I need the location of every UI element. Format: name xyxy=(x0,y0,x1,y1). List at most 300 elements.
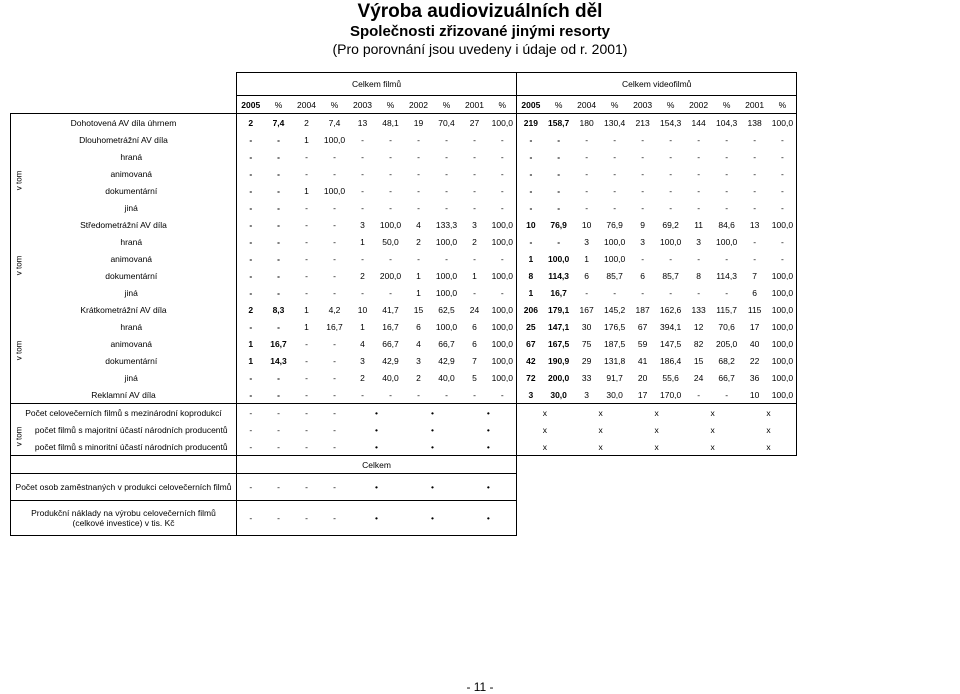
table-cell: - xyxy=(517,165,545,182)
table-cell: 3 xyxy=(360,355,365,366)
table-cell: 42 xyxy=(517,352,545,369)
table-cell: • xyxy=(349,474,405,501)
table-cell: 29 xyxy=(581,355,592,366)
table-cell: - xyxy=(417,134,420,145)
table-cell: 186,4 xyxy=(659,355,682,366)
table-cell: 205,0 xyxy=(715,338,738,349)
table-cell: 16,7 xyxy=(550,287,567,298)
table-cell: - xyxy=(753,253,757,264)
table-cell: 213 xyxy=(629,114,657,132)
table-cell: - xyxy=(557,236,561,247)
table-cell: - xyxy=(237,250,265,267)
table-cell: 147,1 xyxy=(547,321,570,332)
table-cell: 100,0 xyxy=(435,287,458,298)
row-label: počet filmů s minoritní účastí národních producentů xyxy=(34,441,228,452)
table-cell: 20 xyxy=(637,372,648,383)
table-cell: • xyxy=(349,404,405,422)
table-cell: - xyxy=(669,168,673,179)
table-cell: - xyxy=(697,287,701,298)
table-cell: 2 xyxy=(360,372,365,383)
table-cell: - xyxy=(333,338,336,349)
table-cell: - xyxy=(237,165,265,182)
table-cell: - xyxy=(293,474,321,501)
pct-header: % xyxy=(601,96,629,114)
table-cell: - xyxy=(305,219,308,230)
table-cell: - xyxy=(321,404,349,422)
table-cell: - xyxy=(237,182,265,199)
table-cell: - xyxy=(333,253,336,264)
table-cell: - xyxy=(277,236,280,247)
table-cell: 40,0 xyxy=(382,372,399,383)
table-cell: 100,0 xyxy=(491,236,513,247)
table-cell: - xyxy=(557,151,561,162)
table-cell: - xyxy=(641,185,645,196)
header-blank xyxy=(11,96,27,114)
table-cell: 2 xyxy=(472,236,477,247)
row-label-line: (celkové investice) v tis. Kč xyxy=(72,518,175,528)
table-cell: - xyxy=(669,185,673,196)
row-label: Počet celovečerních filmů s mezinárodní koprodukcí xyxy=(11,404,237,422)
table-cell: - xyxy=(585,168,589,179)
table-cell: 114,3 xyxy=(548,270,570,281)
table-cell: 7 xyxy=(472,355,477,366)
table-cell: - xyxy=(517,182,545,199)
table-cell: 179,1 xyxy=(547,304,570,315)
table-cell: 100,0 xyxy=(491,304,513,315)
table-cell: 2 xyxy=(237,114,265,132)
row-label: Dohotovená AV díla úhrnem xyxy=(11,114,237,132)
table-cell: - xyxy=(500,202,504,213)
v-tom-text: v tom xyxy=(14,340,24,360)
table-cell: 100,0 xyxy=(323,185,346,196)
table-cell: - xyxy=(333,372,336,383)
row-label: dokumentární xyxy=(105,270,158,281)
table-cell: 85,7 xyxy=(662,270,679,281)
table-cell: 17 xyxy=(637,389,648,400)
table-cell: - xyxy=(389,202,392,213)
table-cell: 19 xyxy=(405,114,433,132)
table-cell: - xyxy=(697,389,701,400)
table-row xyxy=(11,199,797,216)
table-cell: - xyxy=(305,355,308,366)
table-cell: - xyxy=(769,148,797,165)
table-cell: x xyxy=(517,404,573,422)
pct-header: % xyxy=(377,96,405,114)
table-cell: - xyxy=(277,219,280,230)
table-cell: 66,7 xyxy=(438,338,455,349)
table-cell: 100,0 xyxy=(491,338,513,349)
table-cell: - xyxy=(557,168,561,179)
row-label: dokumentární xyxy=(105,185,158,196)
table-cell: - xyxy=(445,134,448,145)
table-cell: 167 xyxy=(579,304,594,315)
table-cell: 42,9 xyxy=(382,355,399,366)
header-blank xyxy=(517,456,797,474)
table-cell: - xyxy=(473,287,476,298)
table-cell: 167,5 xyxy=(547,338,570,349)
table-cell: - xyxy=(725,389,729,400)
row-label: jiná xyxy=(124,287,138,298)
table-cell: - xyxy=(305,389,308,400)
table-cell: - xyxy=(237,233,265,250)
table-cell: - xyxy=(445,151,448,162)
table-cell: - xyxy=(641,168,645,179)
table-cell: • xyxy=(431,441,434,452)
table-cell: - xyxy=(445,202,448,213)
table-cell: 100,0 xyxy=(769,335,797,352)
table-cell: - xyxy=(277,424,280,435)
header-total: Celkem xyxy=(237,456,517,474)
table-cell: x xyxy=(685,404,741,422)
table-cell: 100,0 xyxy=(603,236,626,247)
table-cell: - xyxy=(557,185,561,196)
row-label xyxy=(11,501,237,536)
table-cell: - xyxy=(769,199,797,216)
table-cell: 1 xyxy=(584,253,589,264)
table-cell: - xyxy=(389,185,392,196)
table-row xyxy=(11,114,797,132)
table-cell: - xyxy=(361,151,364,162)
table-cell: 115,7 xyxy=(716,304,737,315)
table-cell: 1 xyxy=(472,270,477,281)
year-header: 2004 xyxy=(573,96,601,114)
data-table xyxy=(10,72,797,536)
table-cell: - xyxy=(585,151,589,162)
table-cell: 3 xyxy=(517,386,545,404)
table-cell: - xyxy=(305,287,308,298)
table-cell: - xyxy=(361,202,364,213)
table-row xyxy=(11,131,797,148)
table-cell: 1 xyxy=(416,270,421,281)
table-cell: - xyxy=(725,287,729,298)
table-cell: - xyxy=(500,389,504,400)
table-cell: - xyxy=(613,151,617,162)
table-cell: - xyxy=(585,202,589,213)
table-cell: 13 xyxy=(749,219,760,230)
table-cell: - xyxy=(725,202,729,213)
table-row xyxy=(11,284,797,301)
table-cell: 104,3 xyxy=(713,114,741,132)
table-cell: 3 xyxy=(640,236,645,247)
table-cell: 176,5 xyxy=(603,321,626,332)
pct-header: % xyxy=(769,96,797,114)
year-header: 2001 xyxy=(741,96,769,114)
table-cell: 10 xyxy=(581,219,592,230)
table-cell: - xyxy=(517,199,545,216)
table-cell: - xyxy=(237,421,265,438)
table-cell: - xyxy=(697,134,701,145)
table-cell: x xyxy=(598,441,603,452)
table-row xyxy=(11,148,797,165)
table-cell: • xyxy=(405,501,461,536)
table-cell: x xyxy=(741,421,797,438)
table-cell: x xyxy=(741,438,797,456)
table-cell: - xyxy=(557,202,561,213)
table-row xyxy=(11,474,797,501)
table-cell: - xyxy=(417,151,420,162)
table-row xyxy=(11,267,797,284)
table-cell: 158,7 xyxy=(545,114,573,132)
table-cell: - xyxy=(753,134,757,145)
table-cell: 16,7 xyxy=(326,321,343,332)
table-cell: - xyxy=(237,267,265,284)
year-header: 2002 xyxy=(685,96,713,114)
row-label: hraná xyxy=(120,151,143,162)
table-cell: 8,3 xyxy=(272,304,285,315)
table-cell: 12 xyxy=(693,321,704,332)
table-cell: - xyxy=(277,151,280,162)
row-label: hraná xyxy=(120,321,143,332)
table-cell: - xyxy=(237,404,265,422)
table-cell: 1 xyxy=(360,321,365,332)
table-cell: - xyxy=(417,389,420,400)
table-cell: 154,3 xyxy=(657,114,685,132)
table-cell: - xyxy=(697,168,701,179)
table-cell: - xyxy=(585,134,589,145)
table-cell: 85,7 xyxy=(606,270,623,281)
table-cell: 187 xyxy=(635,304,650,315)
table-cell: 100,0 xyxy=(489,114,517,132)
table-cell: 1 xyxy=(304,304,309,315)
table-row xyxy=(11,335,797,352)
row-label: počet filmů s majoritní účastí národních producentů xyxy=(34,424,228,435)
table-cell: 10 xyxy=(749,389,760,400)
table-cell: - xyxy=(669,202,673,213)
table-cell: - xyxy=(305,338,308,349)
table-cell: - xyxy=(613,202,617,213)
table-cell: 100,0 xyxy=(491,270,513,281)
table-cell: 200,0 xyxy=(379,270,402,281)
table-cell: 100,0 xyxy=(769,352,797,369)
table-cell: - xyxy=(613,185,617,196)
table-cell: x xyxy=(598,424,603,435)
table-cell: - xyxy=(237,501,265,536)
table-cell: - xyxy=(321,474,349,501)
header-videos: Celkem videofilmů xyxy=(517,73,797,96)
table-cell: - xyxy=(517,233,545,250)
table-cell: 3 xyxy=(416,355,421,366)
table-cell: 2 xyxy=(293,114,321,132)
table-cell: 50,0 xyxy=(382,236,399,247)
table-cell: 219 xyxy=(517,114,545,132)
table-cell: • xyxy=(405,404,461,422)
pct-header: % xyxy=(545,96,573,114)
table-cell: - xyxy=(333,219,336,230)
table-cell: - xyxy=(305,151,308,162)
table-cell: 6 xyxy=(416,321,421,332)
row-label: hraná xyxy=(120,236,143,247)
table-cell: - xyxy=(613,168,617,179)
table-cell: - xyxy=(417,185,420,196)
table-cell: - xyxy=(361,253,364,264)
table-cell: 100,0 xyxy=(379,219,402,230)
table-cell: - xyxy=(557,134,561,145)
table-cell: 100,0 xyxy=(769,267,797,284)
table-cell: 2 xyxy=(237,301,265,318)
table-cell: 133 xyxy=(691,304,706,315)
table-cell: 114,3 xyxy=(716,270,737,281)
table-cell: 66,7 xyxy=(718,372,735,383)
table-cell: - xyxy=(237,148,265,165)
table-cell: 180 xyxy=(573,114,601,132)
table-cell: 4,2 xyxy=(328,304,341,315)
table-cell: 6 xyxy=(584,270,589,281)
table-cell: 10 xyxy=(517,216,545,233)
table-cell: • xyxy=(405,474,461,501)
year-header: 2003 xyxy=(629,96,657,114)
table-cell: - xyxy=(361,287,364,298)
pct-header: % xyxy=(657,96,685,114)
table-cell: 24 xyxy=(469,304,480,315)
header-blank xyxy=(11,456,237,474)
table-cell: - xyxy=(669,151,673,162)
table-cell: - xyxy=(333,270,336,281)
row-label-line: Produkční náklady na výrobu celovečerních filmů xyxy=(31,508,216,518)
table-cell: 6 xyxy=(640,270,645,281)
table-cell: 100,0 xyxy=(769,114,797,132)
row-label: animovaná xyxy=(110,253,153,264)
table-cell: - xyxy=(641,202,645,213)
table-cell: • xyxy=(349,501,405,536)
table-row xyxy=(11,165,797,182)
year-header: 2002 xyxy=(405,96,433,114)
table-cell: - xyxy=(500,151,504,162)
title: Výroba audiovizuálních děl xyxy=(357,1,603,22)
table-cell: - xyxy=(769,165,797,182)
table-cell: - xyxy=(237,284,265,301)
table-cell: 3 xyxy=(360,219,365,230)
table-cell: 67 xyxy=(517,335,545,352)
pct-header: % xyxy=(265,96,293,114)
table-cell: - xyxy=(445,185,448,196)
table-cell: - xyxy=(613,287,617,298)
table-cell: 1 xyxy=(237,335,265,352)
table-cell: - xyxy=(237,369,265,386)
table-cell: - xyxy=(445,389,448,400)
table-cell: 100,0 xyxy=(435,321,458,332)
table-cell: - xyxy=(305,168,308,179)
table-cell: 4 xyxy=(416,338,421,349)
table-cell: - xyxy=(517,131,545,148)
table-cell: 3 xyxy=(472,219,477,230)
table-cell: - xyxy=(697,151,701,162)
table-cell: 76,9 xyxy=(606,219,623,230)
table-cell: 8 xyxy=(517,267,545,284)
table-cell: 100,0 xyxy=(769,284,797,301)
table-cell: - xyxy=(277,321,280,332)
table-cell: 25 xyxy=(517,318,545,335)
table-cell: 6 xyxy=(472,321,477,332)
table-cell: • xyxy=(461,404,517,422)
table-cell: 70,6 xyxy=(718,321,735,332)
table-cell: • xyxy=(375,441,378,452)
table-row xyxy=(11,301,797,318)
table-row xyxy=(11,250,797,267)
table-cell: 6 xyxy=(472,338,477,349)
table-cell: 100,0 xyxy=(769,301,797,318)
table-cell: 7,4 xyxy=(321,114,349,132)
table-cell: 100,0 xyxy=(435,270,458,281)
table-cell: 40 xyxy=(749,338,760,349)
table-cell: - xyxy=(361,185,364,196)
table-cell: x xyxy=(710,424,715,435)
table-cell: - xyxy=(473,202,476,213)
table-cell: 82 xyxy=(693,338,704,349)
table-cell: 75 xyxy=(581,338,592,349)
header-row-groups xyxy=(11,73,797,96)
table-cell: 91,7 xyxy=(606,372,623,383)
row-label: jiná xyxy=(124,372,138,383)
table-cell: - xyxy=(753,185,757,196)
pct-header: % xyxy=(433,96,461,114)
subtitle: Společnosti zřizované jinými resorty xyxy=(349,23,611,40)
table-cell: - xyxy=(333,355,336,366)
table-cell: - xyxy=(500,168,504,179)
pct-header: % xyxy=(489,96,517,114)
table-cell: 10 xyxy=(357,304,368,315)
table-cell: - xyxy=(305,441,308,452)
table-cell: 4 xyxy=(416,219,421,230)
table-cell: - xyxy=(237,474,265,501)
table-cell: - xyxy=(725,134,729,145)
table-cell: - xyxy=(265,501,293,536)
table-cell: 3 xyxy=(584,389,589,400)
table-cell: - xyxy=(333,424,336,435)
table-cell: - xyxy=(333,151,336,162)
table-cell: - xyxy=(389,134,392,145)
table-cell: - xyxy=(613,134,617,145)
table-cell: 100,0 xyxy=(491,355,513,366)
table-cell: x xyxy=(710,441,715,452)
table-cell: 40,0 xyxy=(438,372,455,383)
table-cell: - xyxy=(769,250,797,267)
table-cell: 67 xyxy=(637,321,648,332)
table-cell: 100,0 xyxy=(769,318,797,335)
table-cell: - xyxy=(333,287,336,298)
table-cell: 100,0 xyxy=(491,372,513,383)
table-cell: 100,0 xyxy=(547,253,570,264)
table-cell: - xyxy=(500,134,504,145)
table-cell: 394,1 xyxy=(659,321,682,332)
table-cell: - xyxy=(417,168,420,179)
table-cell: - xyxy=(305,253,308,264)
table-cell: 66,7 xyxy=(382,338,399,349)
table-cell: 16,7 xyxy=(382,321,399,332)
table-cell: - xyxy=(641,151,645,162)
table-cell: - xyxy=(725,185,729,196)
header-row-total xyxy=(11,456,797,474)
year-header: 2005 xyxy=(517,96,545,114)
table-cell: 17 xyxy=(749,321,760,332)
table-cell: - xyxy=(305,372,308,383)
table-cell: x xyxy=(654,424,659,435)
table-cell: - xyxy=(361,134,364,145)
table-cell: - xyxy=(697,202,701,213)
table-cell: - xyxy=(389,287,392,298)
table-cell: - xyxy=(725,151,729,162)
table-cell: - xyxy=(277,168,280,179)
table-cell: - xyxy=(725,253,729,264)
table-cell: 48,1 xyxy=(377,114,405,132)
table-cell: 1 xyxy=(304,134,309,145)
row-label: Počet osob zaměstnaných v produkci celovečerních filmů xyxy=(11,474,237,501)
table-cell: 1 xyxy=(360,236,365,247)
table-cell: - xyxy=(669,134,673,145)
row-label: Středometrážní AV díla xyxy=(11,216,237,233)
table-cell: 100,0 xyxy=(715,236,738,247)
table-cell: 72 xyxy=(517,369,545,386)
table-cell: 7,4 xyxy=(265,114,293,132)
